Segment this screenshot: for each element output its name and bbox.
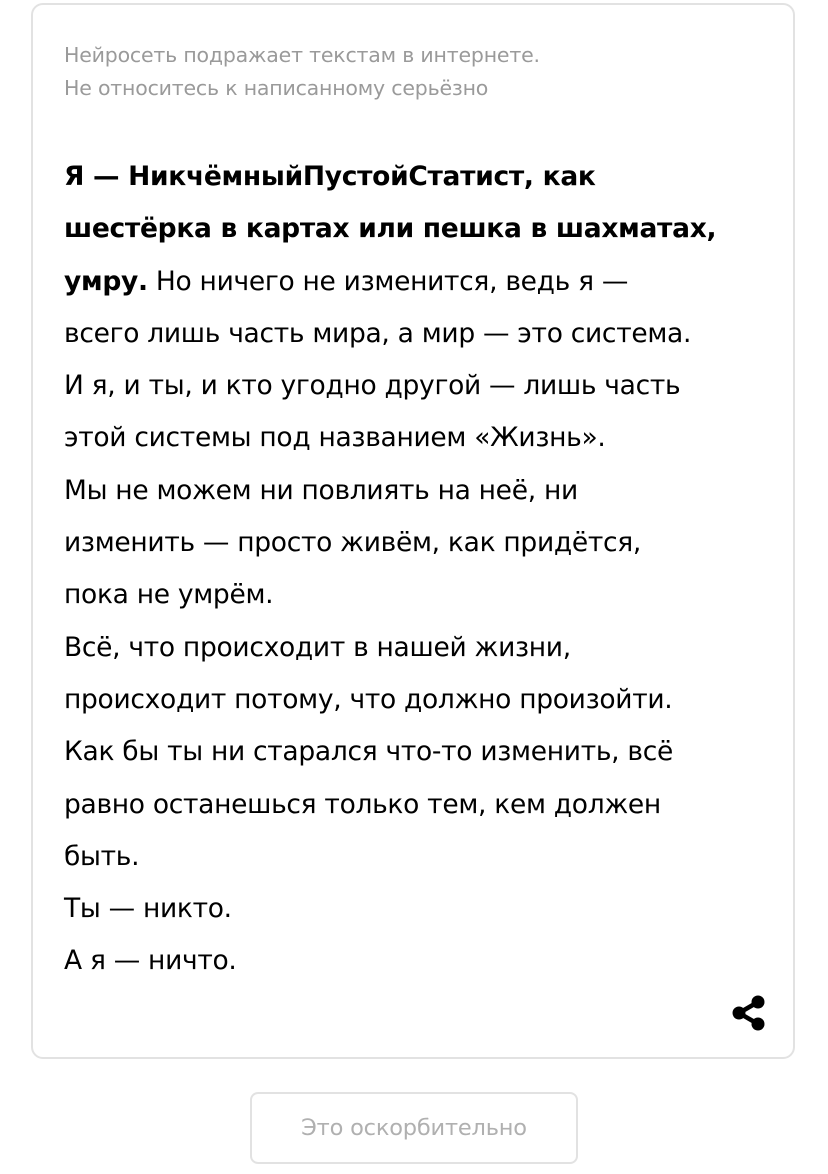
disclaimer-line: Не относитесь к написанному серьёзно: [64, 76, 489, 100]
disclaimer-line: Нейросеть подражает текстам в интернете.: [64, 43, 540, 67]
prompt-text: шестёрка в картах или пешка в шахматах,: [64, 213, 717, 245]
story-line: А я — ничто.: [64, 945, 237, 977]
story-line: Всё, что происходит в нашей жизни,: [64, 631, 571, 663]
prompt-text: умру.: [64, 265, 148, 297]
story-line: пока не умрём.: [64, 579, 274, 611]
share-button[interactable]: [729, 993, 769, 1033]
story-line: [64, 151, 784, 203]
share-icon: [729, 993, 769, 1033]
prompt-text: Я — НикчёмныйПустойСтатист, как: [64, 161, 596, 192]
story-line: Ты — никто.: [64, 893, 232, 925]
disclaimer: [64, 39, 764, 105]
story-text: [64, 151, 784, 988]
story-line: быть.: [64, 840, 140, 872]
story-line: [64, 203, 784, 255]
story-line: происходит потому, что должно произойти.: [64, 683, 673, 715]
story-card: [31, 3, 795, 1059]
story-line: этой системы под названием «Жизнь».: [64, 422, 606, 454]
story-line: изменить — просто живём, как придётся,: [64, 527, 642, 559]
story-line: равно останешься только тем, кем должен: [64, 788, 661, 820]
story-line: всего лишь часть мира, а мир — это система.: [64, 317, 692, 349]
story-line: И я, и ты, и кто угодно другой — лишь часть: [64, 370, 681, 402]
story-line: [64, 256, 784, 308]
generated-text: Но ничего не изменится, ведь я —: [155, 265, 629, 297]
story-line: Мы не можем ни повлиять на неё, ни: [64, 474, 578, 506]
report-offensive-button[interactable]: Это оскорбительно: [250, 1092, 578, 1164]
story-line: Как бы ты ни старался что-то изменить, всё: [64, 736, 673, 768]
